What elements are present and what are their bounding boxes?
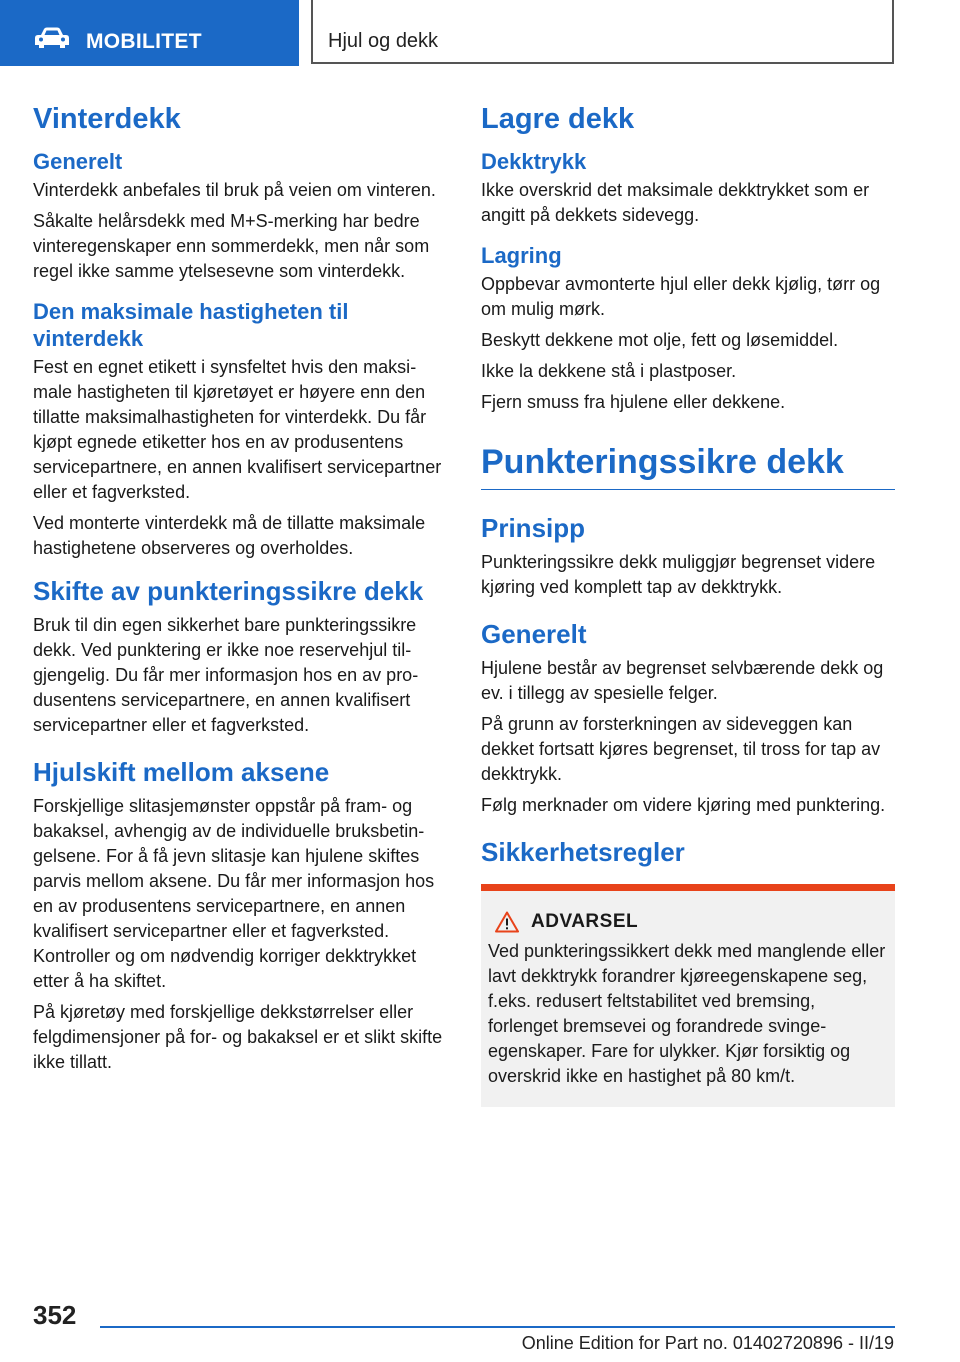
warning-header [488,911,887,933]
paragraph: Vinterdekk anbefales til bruk på veien om vinteren. [33,180,436,200]
paragraph: Ikke overskrid det maksimale dekktrykket som er angitt på dekkets sidevegg. [481,180,870,225]
paragraph: Følg merknader om videre kjøring med punktering. [481,795,886,815]
subheading-dekktrykk: Dekktrykk [481,149,587,174]
heading-hjulskift: Hjulskift mellom aksene [33,757,330,787]
paragraph: Ved monterte vinterdekk må de tillatte maksimale hastighetene observeres og overholdes. [33,513,426,558]
footer-edition: Online Edition for Part no. 01402720896 - II/19 [521,1333,894,1353]
heading-prinsipp: Prinsipp [481,513,586,543]
paragraph: Punkteringssikre dekk muliggjør begrenset videre kjøring ved komplett tap av dekktrykk. [481,552,876,597]
paragraph: Såkalte helårsdekk med M+S-merking har bedre vinteregenskaper enn sommerdekk, men når som regel ikke samme ytelsesevne som vinterdekk. [33,211,430,281]
heading-skifte: Skifte av punkteringssikre dekk [33,576,424,606]
chapter-title: Hjul og dekk [328,30,439,52]
page-number: 352 [33,1300,77,1330]
subheading-max-speed: Den maksimale hastigheten til vinterdekk [33,299,349,351]
paragraph: Oppbevar avmonterte hjul eller dekk kjølig, tørr og om mulig mørk. [481,274,881,319]
warning-label: ADVARSEL [531,911,639,932]
heading-generelt: Generelt [481,619,587,649]
car-icon [34,27,70,49]
chapter-box [311,0,894,64]
section-tab [0,0,299,66]
section-title: MOBILITET [86,30,202,53]
warning-box [481,884,895,1107]
left-column [33,102,449,1081]
subheading-generelt: Generelt [33,149,123,174]
paragraph: Ikke la dekkene stå i plastposer. [481,361,737,381]
subheading-lagring: Lagring [481,243,562,268]
paragraph: Forskjellige slitasjemønster oppstår på fram- og bakaksel, avhengig av de individuelle bruksbetingelsene. For å få jevn slitasje kan hjulene skiftes parvis mellom aksene. Du får mer informasjon hos en av produsentens servicepartnere, en annen kvalifisert servicepartner eller et fagverksted. Kontroller og om nødvendig korriger dekktrykket etter å ha skiftet. [33,796,435,991]
heading-vinterdekk: Vinterdekk [33,103,181,135]
paragraph: Beskytt dekkene mot olje, fett og løsemiddel. [481,330,839,350]
warning-triangle-icon [495,911,519,933]
heading-sikkerhetsregler: Sikkerhetsregler [481,837,685,867]
paragraph: Hjulene består av begrenset selvbærende dekk og ev. i tillegg av spesielle felger. [481,658,884,703]
heading-lagre-dekk: Lagre dekk [481,103,635,135]
paragraph: På kjøretøy med forskjellige dekkstørrelser eller felgdimensjoner på for- og bakaksel er et slikt skifte ikke tillatt. [33,1002,443,1072]
main-heading-punkteringssikre: Punkteringssikre dekk [481,441,895,490]
paragraph: Fest en egnet etikett i synsfeltet hvis den maksimale hastigheten til kjøretøyet er høyere enn den tillatte maksimalhastigheten for vinterdekk. Du får kjøpt egnede etiketter hos en av produsentens servicepartnere, en annen kvalifisert servicepartner eller et fagverksted. [33,357,442,502]
footer-divider [100,1326,895,1328]
right-column [481,102,895,1107]
paragraph: Fjern smuss fra hjulene eller dekkene. [481,392,786,412]
paragraph: På grunn av forsterkningen av sideveggen kan dekket fortsatt kjøres begrenset, til tross for tap av dekktrykk. [481,714,881,784]
warning-text: Ved punkteringssikkert dekk med manglende eller lavt dekktrykk forandrer kjøreegenskapene seg, f.eks. redusert feltstabilitet ved bremsing, forlenget bremsevei og forandrede svingeegenskaper. Fare for ulykker. Kjør forsiktig og overskrid ikke en hastighet på 80 km/t. [488,941,886,1086]
page-header [0,0,960,66]
paragraph: Bruk til din egen sikkerhet bare punkteringssikre dekk. Ved punktering er ikke noe reservehjul tilgjengelig. Du får mer informasjon hos en av produsentens servicepartnere, en annen kvalifisert servicepartner eller et fagverksted. [33,615,419,735]
